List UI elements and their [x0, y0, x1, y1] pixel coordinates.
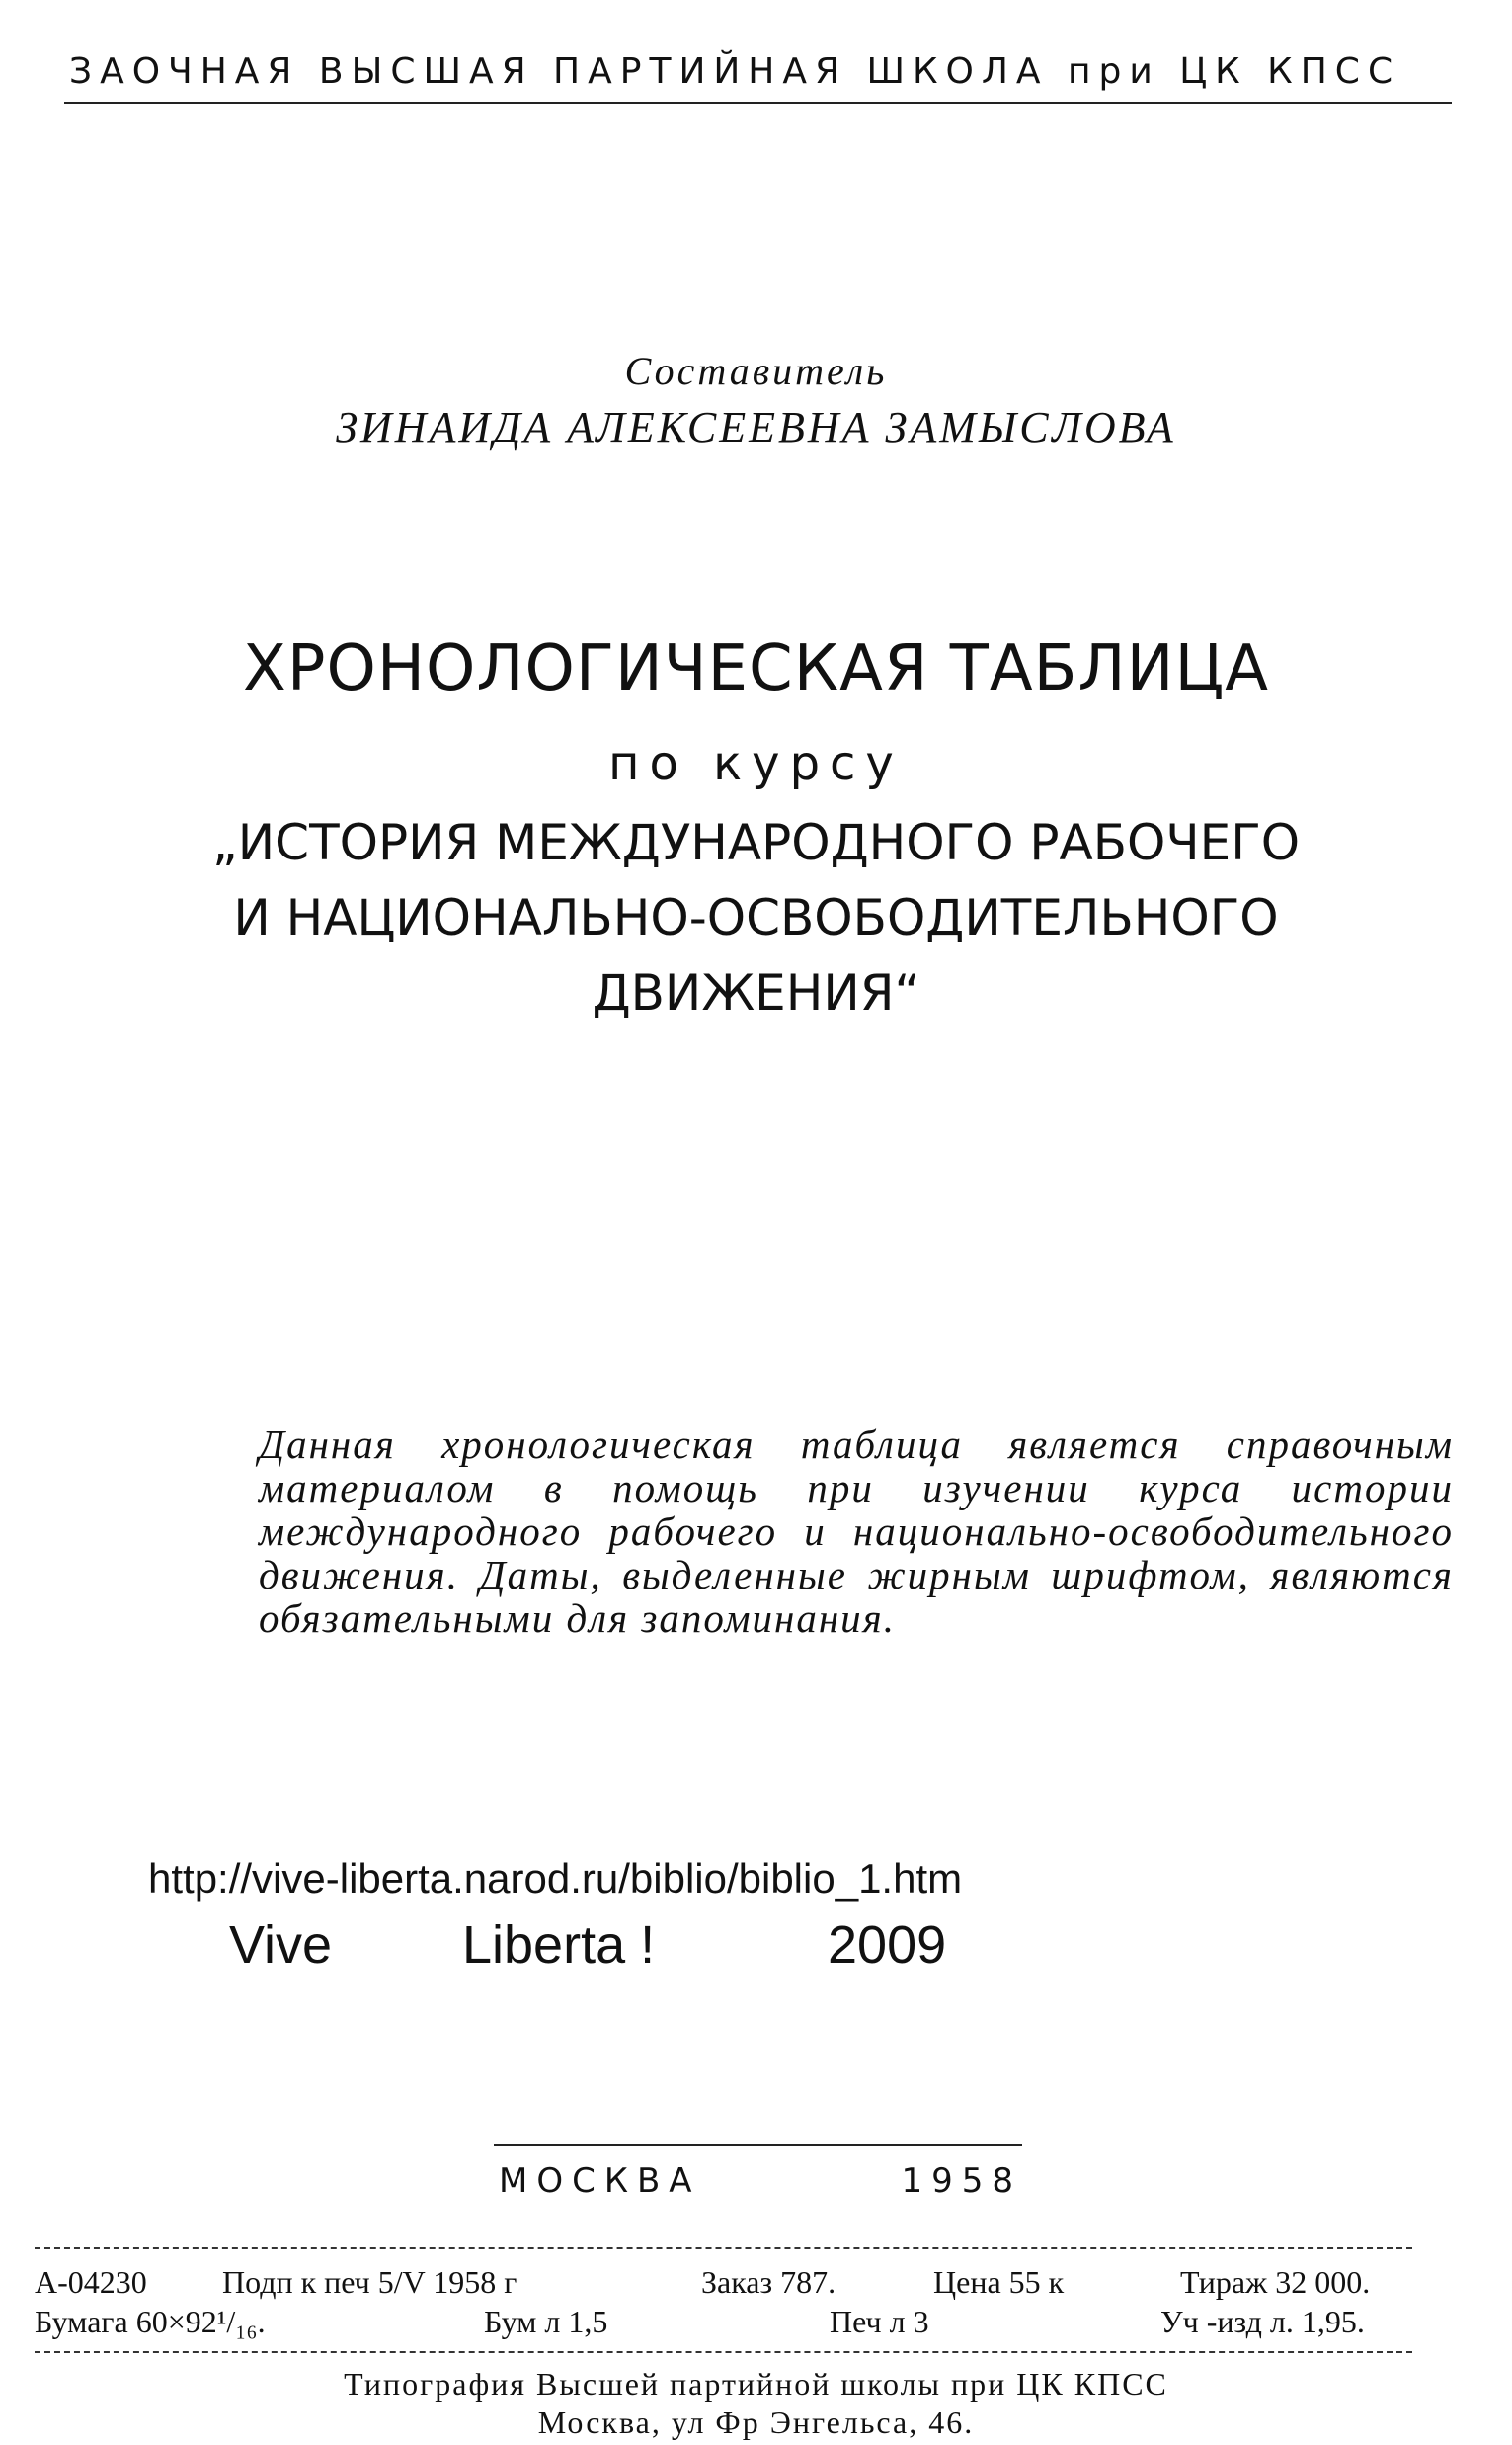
imprint-order: Заказ 787.: [701, 2264, 836, 2300]
imprint-row-1: [35, 2264, 1417, 2304]
watermark-year: 2009: [828, 1915, 947, 1975]
course-name: [0, 805, 1512, 1030]
printer-name: Типография Высшей партийной школы при ЦК КПСС: [344, 2366, 1168, 2402]
publication-year: 1958: [901, 2161, 1022, 2201]
imprint-code: А-04230: [35, 2264, 147, 2300]
watermark-word-liberta: Liberta !: [462, 1915, 656, 1975]
course-line: ДВИЖЕНИЯ“: [592, 964, 920, 1021]
compiler-name: ЗИНАИДА АЛЕКСЕЕВНА ЗАМЫСЛОВА: [336, 403, 1176, 451]
document-subtitle: по курсу: [608, 736, 904, 791]
course-line: „ИСТОРИЯ МЕЖДУНАРОДНОГО РАБОЧЕГО: [211, 814, 1301, 871]
imprint-rule-bottom: [35, 2351, 1412, 2353]
description-note: Данная хронологическая таблица является справочным материалом в помощь при изучении курса истории международного рабочего и национально-освободительного движения. Даты, выделенные жирным шрифтом, являются обязательными для запоминания.: [259, 1422, 1454, 1641]
school-header: ЗАОЧНАЯ ВЫСШАЯ ПАРТИЙНАЯ ШКОЛА при ЦК КПСС: [69, 51, 1401, 92]
printer-address: Москва, ул Фр Энгельса, 46.: [537, 2404, 975, 2440]
imprint-edition-sheets: Уч -изд л. 1,95.: [1160, 2304, 1365, 2339]
imprint-print-sheets: Печ л 3: [830, 2304, 929, 2339]
course-line: И НАЦИОНАЛЬНО-ОСВОБОДИТЕЛЬНОГО: [233, 889, 1279, 946]
city-rule: [494, 2144, 1022, 2146]
document-title: ХРОНОЛОГИЧЕСКАЯ ТАБЛИЦА: [243, 632, 1269, 705]
imprint-row-2: [35, 2304, 1417, 2343]
watermark-word-vive: Vive: [229, 1915, 333, 1975]
imprint-paper-sheets: Бум л 1,5: [484, 2304, 608, 2339]
imprint-rule-top: [35, 2247, 1412, 2249]
imprint-price: Цена 55 к: [933, 2264, 1065, 2300]
compiler-label: Составитель: [624, 349, 888, 393]
header-rule: [64, 102, 1452, 104]
imprint-circulation: Тираж 32 000.: [1180, 2264, 1371, 2300]
publication-city: МОСКВА: [499, 2161, 701, 2201]
source-url: http://vive-liberta.narod.ru/biblio/biblio_1.htm: [148, 1855, 963, 1902]
imprint-signed: Подп к печ 5/V 1958 г: [222, 2264, 517, 2300]
imprint-paper: Бумага 60×92¹/₁₆.: [35, 2304, 266, 2339]
publication-place: [499, 2161, 1022, 2201]
